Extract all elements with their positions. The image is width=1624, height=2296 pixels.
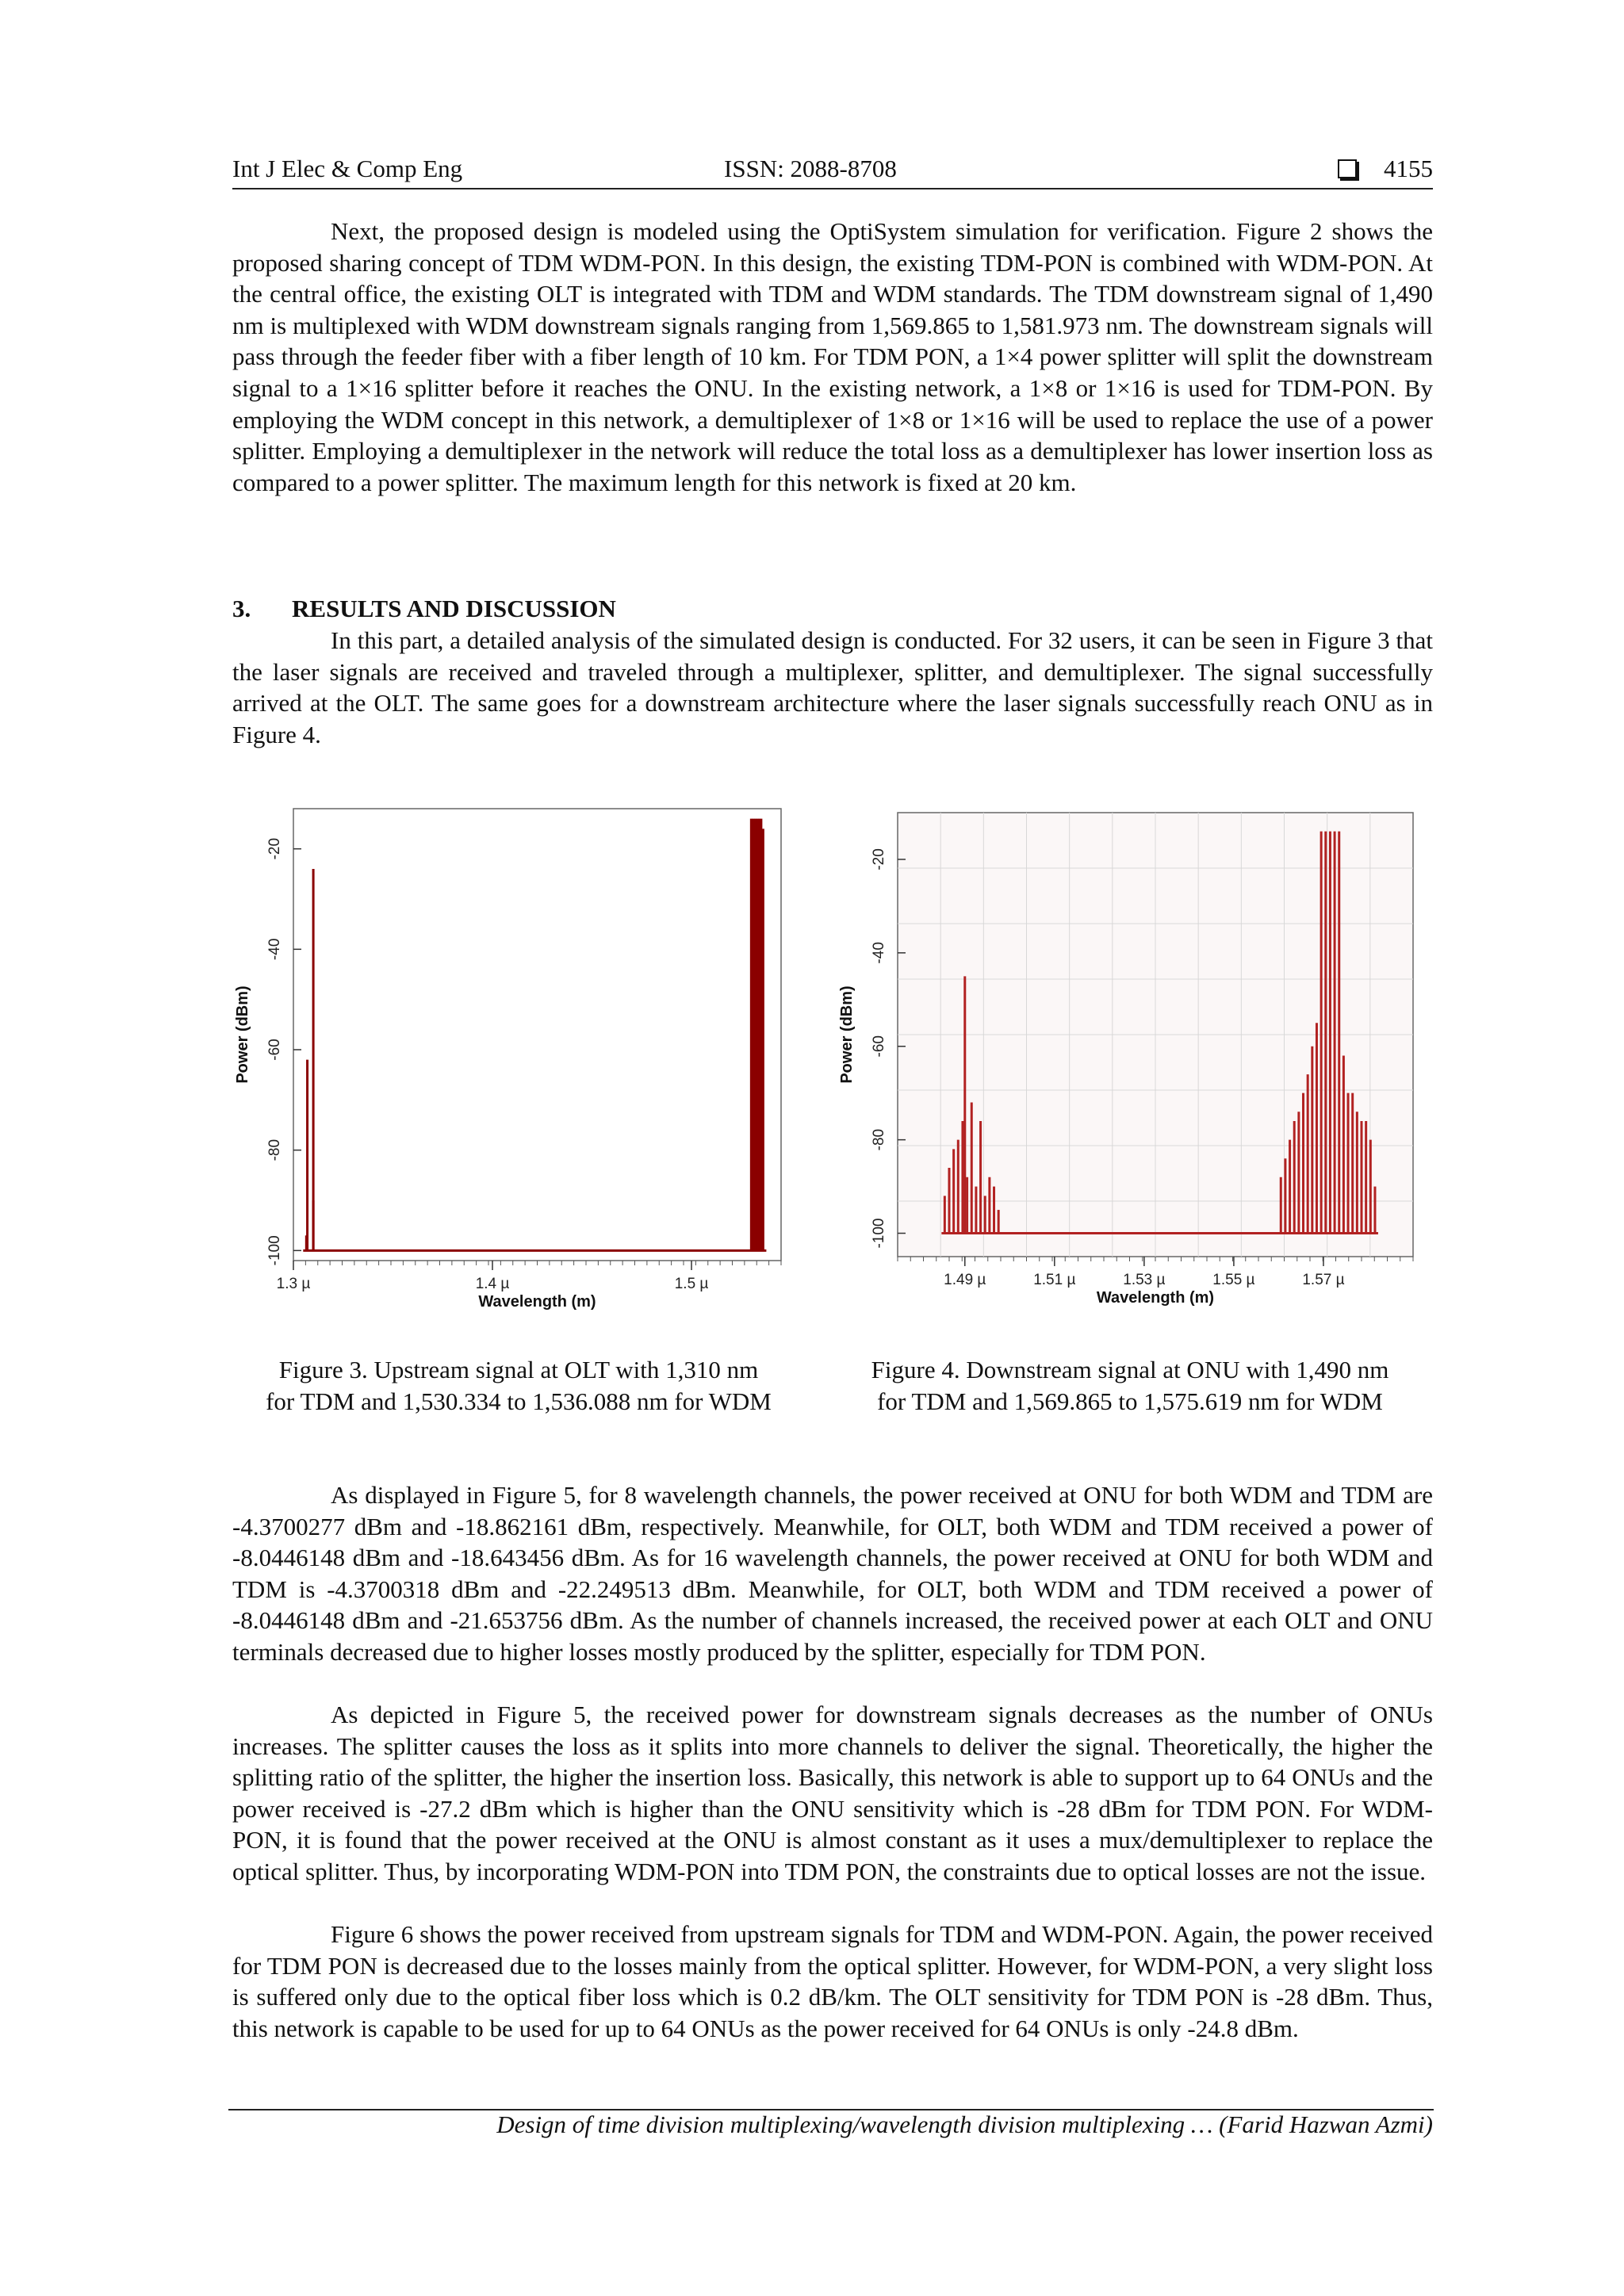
page-header	[232, 153, 1433, 189]
y-tick-label: -60	[266, 1039, 283, 1061]
page-number: 4155	[1384, 155, 1433, 182]
y-tick-label: -80	[266, 1138, 283, 1161]
y-tick-label: -20	[871, 848, 887, 871]
y-tick-label: -80	[871, 1128, 887, 1151]
journal-name: Int J Elec & Comp Eng	[232, 155, 463, 182]
section-title: RESULTS AND DISCUSSION	[292, 595, 616, 622]
x-tick-label: 1.57 µ	[1302, 1272, 1345, 1288]
x-tick-label: 1.51 µ	[1033, 1272, 1076, 1288]
paragraph-5: Figure 6 shows the power received from upstream signals for TDM and WDM-PON. Again, the power received for TDM PON is decreased due to the losses mainly from the optical splitter. However, for WDM-PON, a very slight loss is suffered only due to the optical fiber loss which is 0.2 dB/km. The OLT sensitivity for TDM PON is -28 dBm. Thus, this network is capable to be used for up to 64 ONUs as the power received for 64 ONUs is only -24.8 dBm.	[232, 1920, 1433, 2042]
x-tick-label: 1.5 µ	[674, 1276, 709, 1292]
x-tick-label: 1.4 µ	[475, 1276, 510, 1292]
figure-3-svg	[234, 809, 793, 1332]
x-tick-label: 1.3 µ	[276, 1276, 311, 1292]
x-tick-label: 1.53 µ	[1123, 1272, 1166, 1288]
paragraph-4: As depicted in Figure 5, the received power for downstream signals decreases as the number of ONUs increases. The splitter causes the loss as it splits into more channels to deliver the signal. Theoretically, the higher the splitting ratio of the splitter, the higher the insertion loss. Basically, this network is able to support up to 64 ONUs and the power received is -27.2 dBm which is higher than the ONU sensitivity which is -28 dBm for TDM PON. For WDM-PON, it is found that the power received at the ONU is almost constant as it uses a mux/demultiplexer to replace the optical splitter. Thus, by incorporating WDM-PON into TDM PON, the constraints due to optical losses are not the issue.	[232, 1701, 1433, 1885]
figure-3-caption-line1: Figure 3. Upstream signal at OLT with 1,310 nm	[278, 1356, 759, 1383]
y-tick-label: -100	[266, 1235, 283, 1266]
paragraph-3: As displayed in Figure 5, for 8 wavelength channels, the power received at ONU for both WDM and TDM are -4.3700277 dBm and -18.862161 dBm, respectively. Meanwhile, for OLT, both WDM and TDM received a power of -8.0446148 dBm and -18.643456 dBm. As for 16 wavelength channels, the power received at ONU for both WDM and TDM is -4.3700318 dBm and -22.249513 dBm. Meanwhile, for OLT, both WDM and TDM received a power of -8.0446148 dBm and -21.653756 dBm. As the number of channels increased, the received power at each OLT and ONU terminals decreased due to higher losses mostly produced by the splitter, especially for TDM PON.	[232, 1481, 1433, 1666]
y-axis-label: Power (dBm)	[234, 985, 251, 1084]
page-footer: Design of time division multiplexing/wavelength division multiplexing … (Farid Hazwan Azmi)	[496, 2110, 1433, 2138]
x-tick-label: 1.55 µ	[1212, 1272, 1255, 1288]
section-heading	[232, 595, 616, 623]
figure-3-chart	[234, 809, 793, 1332]
figure-3-caption	[233, 1354, 804, 1417]
page-number-group	[1338, 155, 1433, 183]
section-number: 3.	[232, 595, 251, 622]
figure-4-caption-line2: for TDM and 1,569.865 to 1,575.619 nm for WDM	[877, 1387, 1383, 1415]
figure-3-caption-line2: for TDM and 1,530.334 to 1,536.088 nm for WDM	[266, 1387, 772, 1415]
figure-4-caption-line1: Figure 4. Downstream signal at ONU with 1,490 nm	[871, 1356, 1389, 1383]
x-axis-label: Wavelength (m)	[1096, 1289, 1215, 1307]
paragraph-1: Next, the proposed design is modeled using the OptiSystem simulation for verification. Figure 2 shows the proposed sharing concept of TDM WDM-PON. In this design, the existing TDM-PON is combined with WDM-PON. At the central office, the existing OLT is integrated with TDM and WDM standards. The TDM downstream signal of 1,490 nm is multiplexed with WDM downstream signals ranging from 1,569.865 to 1,581.973 nm. The downstream signals will pass through the feeder fiber with a fiber length of 10 km. For TDM PON, a 1×4 power splitter will split the downstream signal to a 1×16 splitter before it reaches the ONU. In the existing network, a 1×8 or 1×16 is used for TDM-PON. By employing the WDM concept in this network, a demultiplexer of 1×8 or 1×16 will be used to replace the use of a power splitter. Employing a demultiplexer in the network will reduce the total loss as a demultiplexer has lower insertion loss as compared to a power splitter. The maximum length for this network is fixed at 20 km.	[232, 217, 1433, 496]
issn: ISSN: 2088-8708	[724, 155, 897, 182]
checkbox-square-icon	[1338, 159, 1357, 178]
x-axis-label: Wavelength (m)	[478, 1293, 596, 1311]
plot-frame	[293, 809, 781, 1261]
y-tick-label: -40	[266, 938, 283, 961]
y-tick-label: -100	[871, 1218, 887, 1249]
x-tick-label: 1.49 µ	[944, 1272, 986, 1288]
y-axis-label: Power (dBm)	[838, 985, 856, 1084]
y-tick-label: -20	[266, 837, 283, 860]
figure-4-caption	[833, 1354, 1427, 1417]
paragraph-2: In this part, a detailed analysis of the simulated design is conducted. For 32 users, it can be seen in Figure 3 that the laser signals are received and traveled through a multiplexer, splitter, and demultiplexer. The signal successfully arrived at the OLT. The same goes for a downstream architecture where the laser signals successfully reach ONU as in Figure 4.	[232, 626, 1433, 748]
figure-4-svg	[838, 809, 1427, 1332]
y-tick-label: -40	[871, 942, 887, 964]
figure-4-chart	[838, 809, 1427, 1332]
y-tick-label: -60	[871, 1035, 887, 1058]
